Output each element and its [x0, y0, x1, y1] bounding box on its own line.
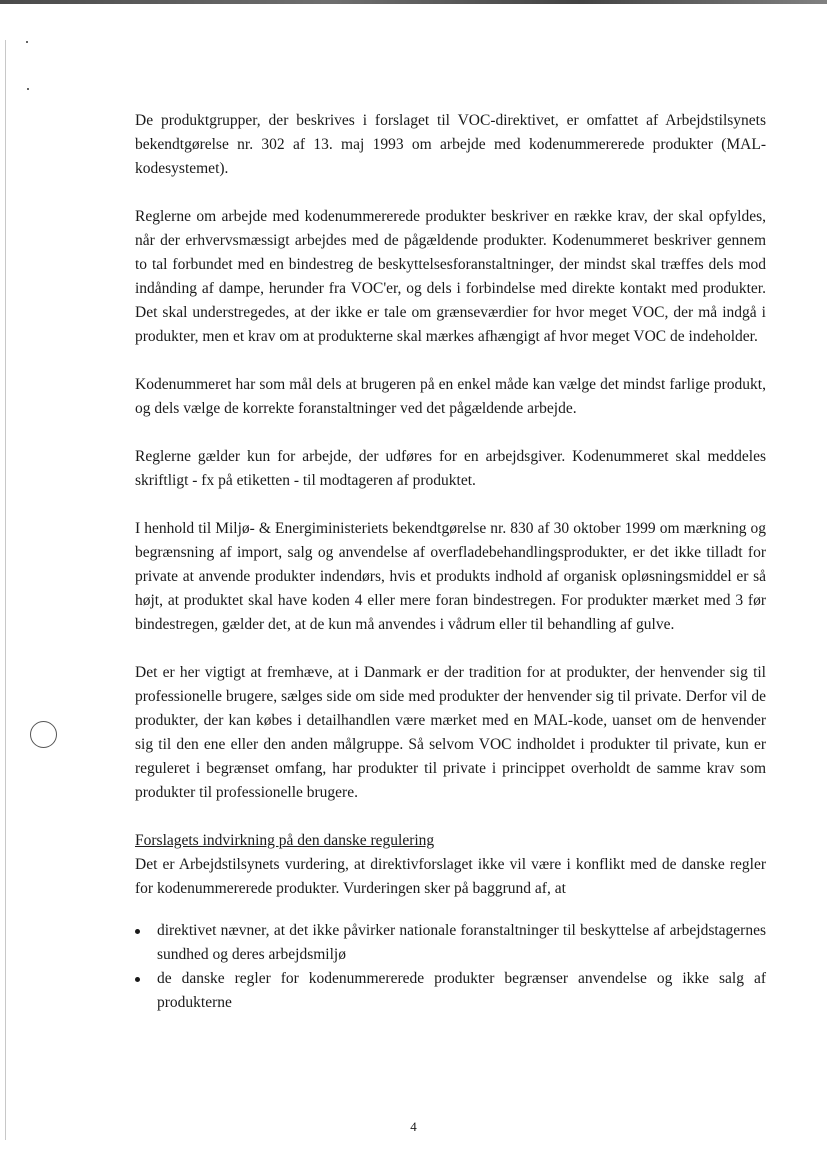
- scan-speck: [27, 88, 29, 90]
- paragraph-5: I henhold til Miljø- & Energiministeriets bekendtgørelse nr. 830 af 30 oktober 1999 om mærkning og begrænsning af import, salg og anvendelse af overfladebehandlingsprodukter, er det ikke tilladt for private at anvende produkter indendørs, hvis et produkts indhold af organisk opløsningsmiddel er så højt, at produktet skal have koden 4 eller mere foran bindestregen. For produkter mærket med 3 før bindestregen, gælder det, at de kun må anvendes i vådrum eller til behandling af gulve.: [135, 520, 766, 633]
- paragraph-6: Det er her vigtigt at fremhæve, at i Danmark er der tradition for at produkter, der henvender sig til professionelle brugere, sælges side om side med produkter der henvender sig til private. Derfor vil de produkter, der kan købes i detailhandlen være mærket med en MAL-kode, uanset om de henvender sig til den ene eller den anden målgruppe. Så selvom VOC indholdet i produkter til private, kun er reguleret i begrænset omfang, har produkter til private i princippet overholdt de samme krav som produkter til professionelle brugere.: [135, 664, 766, 801]
- bullet-list: [135, 919, 766, 1015]
- list-item: [135, 919, 766, 967]
- punch-hole-icon: [30, 721, 57, 748]
- paragraph-2: Reglerne om arbejde med kodenummererede produkter beskriver en række krav, der skal opfyldes, når der erhvervsmæssigt arbejdes med de pågældende produkter. Kodenummeret beskriver gennem to tal forbundet med en bindestreg de beskyttelsesforanstaltninger, der mindst skal træffes dels mod indånding af dampe, herunder fra VOC'er, og dels i forbindelse med direkte kontakt med produkter. Det skal understregedes, at der ikke er tale om grænseværdier for hvor meget VOC, der må indgå i produkter, men et krav om at produkterne skal mærkes afhængigt af hvor meget VOC de indeholder.: [135, 208, 766, 345]
- section-heading: Forslagets indvirkning på den danske regulering: [135, 832, 435, 849]
- scan-speck: [26, 41, 28, 43]
- scan-top-border: [0, 0, 827, 4]
- list-item-text: direktivet nævner, at det ikke påvirker nationale foranstaltninger til beskyttelse af arbejdstagernes sundhed og deres arbejdsmiljø: [157, 922, 766, 963]
- bullet-icon: [135, 929, 140, 934]
- paragraph-4: Reglerne gælder kun for arbejde, der udføres for en arbejdsgiver. Kodenummeret skal meddeles skriftligt - fx på etiketten - til modtageren af produktet.: [135, 448, 766, 489]
- list-item: [135, 967, 766, 1015]
- paragraph-3: Kodenummeret har som mål dels at brugeren på en enkel måde kan vælge det mindst farlige produkt, og dels vælge de korrekte foranstaltninger ved det pågældende arbejde.: [135, 376, 766, 417]
- list-item-text: de danske regler for kodenummererede produkter begrænser anvendelse og ikke salg af produkterne: [157, 970, 766, 1011]
- paragraph-1: De produktgrupper, der beskrives i forslaget til VOC-direktivet, er omfattet af Arbejdstilsynets bekendtgørelse nr. 302 af 13. maj 1993 om arbejde med kodenummererede produkter (MAL-kodesystemet).: [135, 112, 766, 177]
- scan-left-edge: [5, 40, 6, 1140]
- section-intro: Det er Arbejdstilsynets vurdering, at direktivforslaget ikke vil være i konflikt med de danske regler for kodenummererede produkter. Vurderingen sker på baggrund af, at: [135, 856, 766, 897]
- bullet-icon: [135, 977, 140, 982]
- section-assessment: [135, 829, 766, 1015]
- document-body: [135, 109, 766, 1015]
- page-number: 4: [410, 1119, 417, 1134]
